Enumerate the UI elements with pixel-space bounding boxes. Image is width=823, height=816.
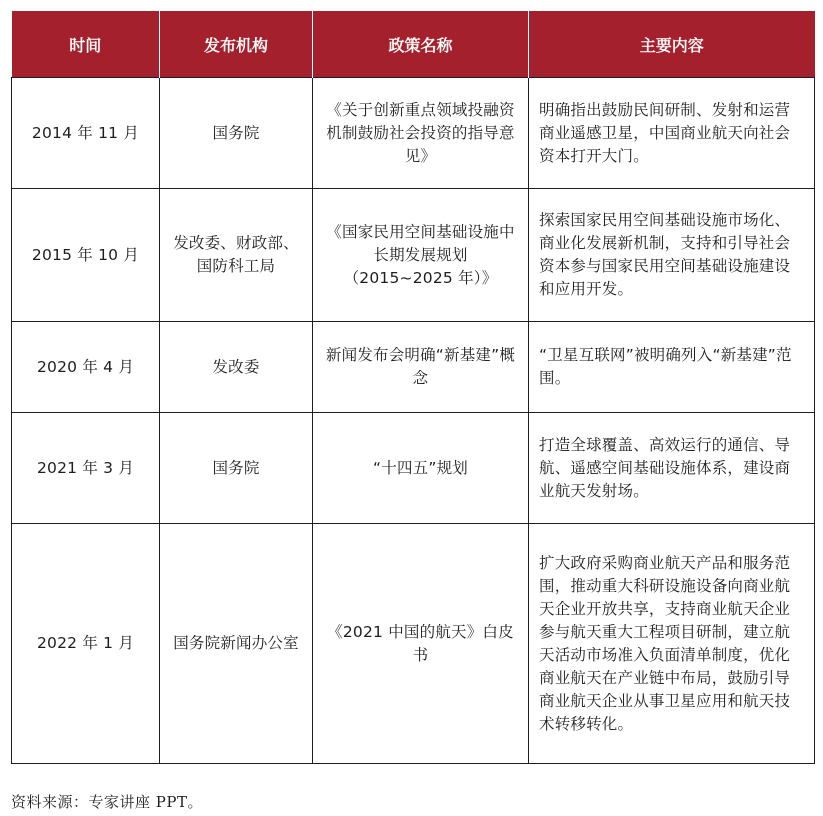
table-row: [12, 189, 815, 322]
cell-policy-name: 《国家民用空间基础设施中长期发展规划（2015~2025 年）》: [313, 189, 529, 322]
cell-org: 发改委、财政部、国防科工局: [160, 189, 313, 322]
cell-org: 国务院: [160, 413, 313, 524]
cell-time: 2015 年 10 月: [12, 189, 160, 322]
cell-policy-name: 《2021 中国的航天》白皮书: [313, 524, 529, 764]
cell-time: 2014 年 11 月: [12, 78, 160, 189]
cell-main-content: 明确指出鼓励民间研制、发射和运营商业遥感卫星，中国商业航天向社会资本打开大门。: [529, 78, 815, 189]
cell-policy-name: “十四五”规划: [313, 413, 529, 524]
cell-policy-name: 《关于创新重点领域投融资机制鼓励社会投资的指导意见》: [313, 78, 529, 189]
cell-org: 国务院新闻办公室: [160, 524, 313, 764]
table-row: [12, 524, 815, 764]
table-row: [12, 78, 815, 189]
cell-main-content: 打造全球覆盖、高效运行的通信、导航、遥感空间基础设施体系，建设商业航天发射场。: [529, 413, 815, 524]
cell-main-content: “卫星互联网”被明确列入“新基建”范围。: [529, 322, 815, 413]
table-row: [12, 413, 815, 524]
header-policy-name: 政策名称: [313, 11, 529, 78]
cell-main-content: 扩大政府采购商业航天产品和服务范围，推动重大科研设施设备向商业航天企业开放共享，支持商业航天企业参与航天重大工程项目研制，建立航天活动市场准入负面清单制度，优化商业航天在产业链中布局，鼓励引导商业航天企业从事卫星应用和航天技术转移转化。: [529, 524, 815, 764]
cell-org: 发改委: [160, 322, 313, 413]
cell-time: 2020 年 4 月: [12, 322, 160, 413]
header-org: 发布机构: [160, 11, 313, 78]
source-note: 资料来源：专家讲座 PPT。: [11, 793, 203, 811]
cell-time: 2022 年 1 月: [12, 524, 160, 764]
cell-time: 2021 年 3 月: [12, 413, 160, 524]
cell-org: 国务院: [160, 78, 313, 189]
header-main-content: 主要内容: [529, 11, 815, 78]
table-row: [12, 322, 815, 413]
cell-policy-name: 新闻发布会明确“新基建”概念: [313, 322, 529, 413]
table-header-row: [12, 11, 815, 78]
header-time: 时间: [12, 11, 160, 78]
policy-table: [11, 11, 815, 764]
cell-main-content: 探索国家民用空间基础设施市场化、商业化发展新机制，支持和引导社会资本参与国家民用空间基础设施建设和应用开发。: [529, 189, 815, 322]
